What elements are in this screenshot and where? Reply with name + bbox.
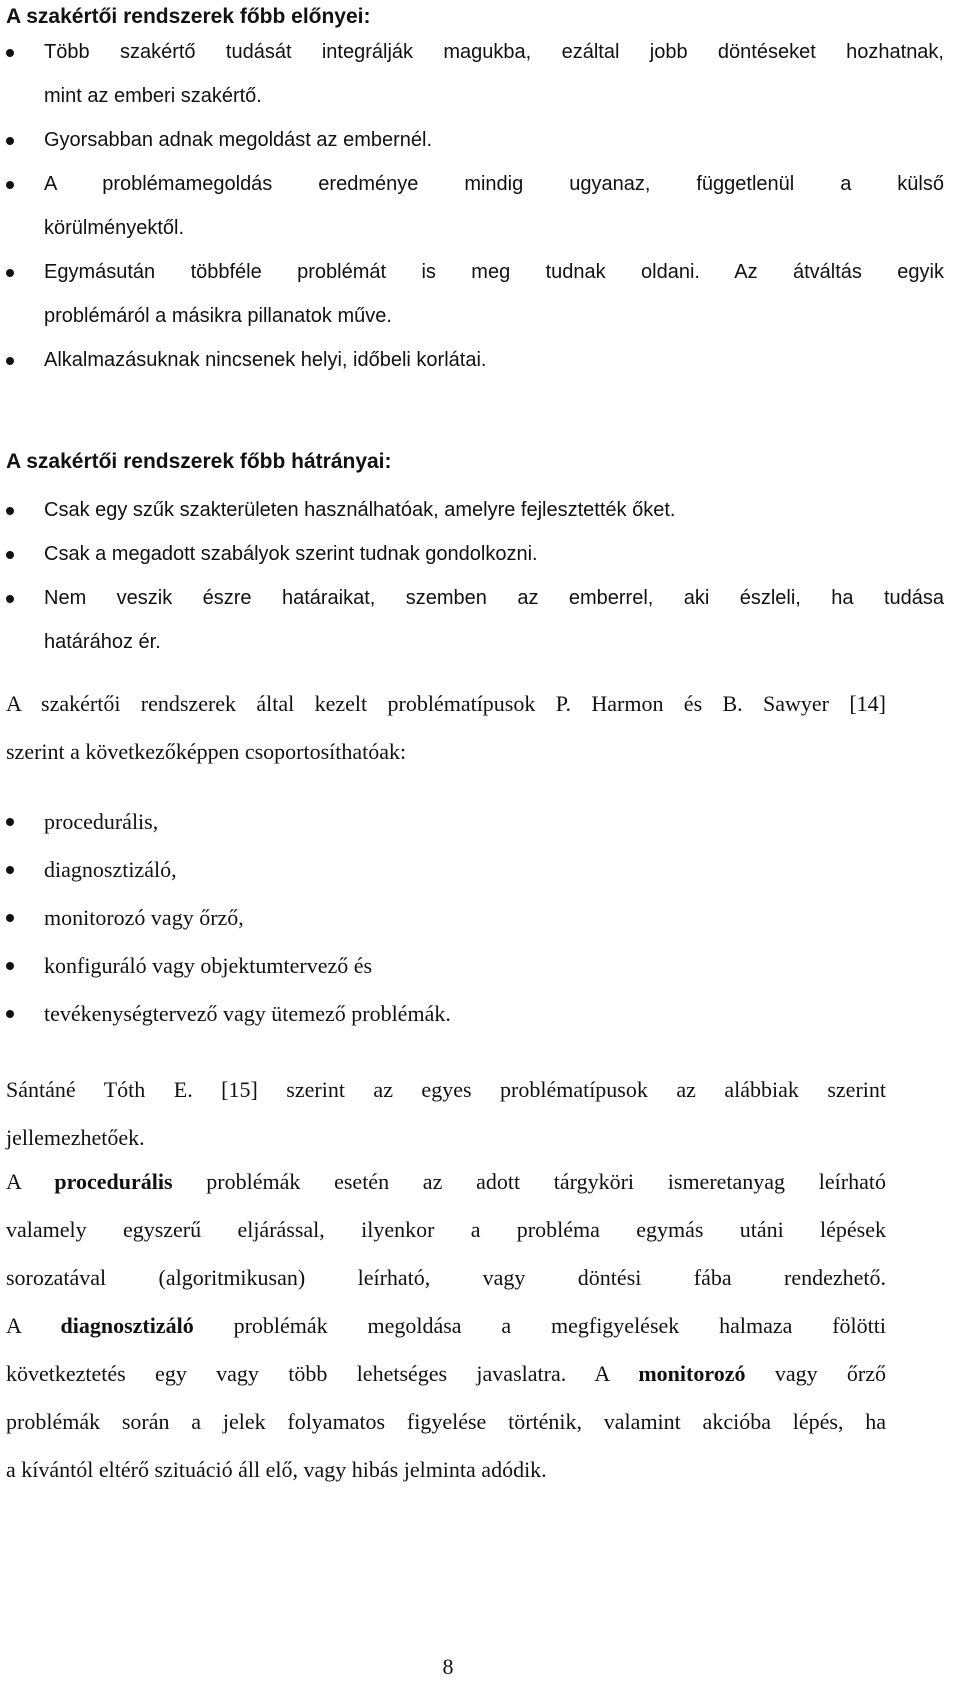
bullet-icon (6, 137, 14, 145)
disadvantages-heading: A szakértői rendszerek főbb hátrányai: (6, 450, 392, 473)
paragraph-line: Sántáné Tóth E. [15] szerint az egyes problématípusok az alábbiak szerint (6, 1077, 886, 1102)
list-item (0, 990, 960, 1038)
text-run: A (6, 1313, 61, 1338)
paragraph-line (6, 1350, 886, 1398)
bullet-icon (6, 866, 14, 874)
term-diagnostic: diagnosztizáló (60, 1313, 194, 1338)
paragraph-line: problémák során a jelek folyamatos figyelése történik, valamint akcióba lépés, ha (6, 1409, 886, 1434)
list-item-line: procedurális, (44, 809, 159, 834)
list-item-line: monitorozó vagy őrző, (44, 905, 244, 930)
list-item (0, 942, 960, 990)
list-item-line: Alkalmazásuknak nincsenek helyi, időbeli korlátai. (44, 349, 487, 371)
paragraph-line: sorozatával (algoritmikusan) leírható, vagy döntési fába rendezhető. (6, 1265, 886, 1290)
list-item-line: Gyorsabban adnak megoldást az embernél. (44, 129, 433, 151)
bullet-icon (6, 551, 14, 559)
bullet-icon (6, 1010, 14, 1018)
list-item (0, 30, 960, 118)
bullet-icon (6, 914, 14, 922)
page-number: 8 (442, 1654, 454, 1679)
list-item-line: diagnosztizáló, (44, 857, 177, 882)
list-item (0, 894, 960, 942)
list-item-line: problémáról a másikra pillanatok műve. (44, 305, 392, 327)
paragraph-line: a kívántól eltérő szituáció áll elő, vagy hibás jelminta adódik. (6, 1457, 547, 1482)
bullet-icon (6, 357, 14, 365)
body-paragraph (6, 1158, 886, 1494)
bullet-icon (6, 595, 14, 603)
paragraph-line: jellemezhetőek. (6, 1125, 145, 1150)
problem-types-intro (6, 680, 886, 776)
list-item-line: mint az emberi szakértő. (44, 85, 262, 107)
list-item-line: Nem veszik észre határaikat, szemben az emberrel, aki észleli, ha tudása (44, 587, 944, 609)
list-item (0, 118, 960, 162)
bullet-icon (6, 507, 14, 515)
text-run: következtetés egy vagy több lehetséges javaslatra. A (6, 1361, 639, 1386)
list-item-line: konfiguráló vagy objektumtervező és (44, 953, 373, 978)
text-run: problémák megoldása a megfigyelések halmaza fölötti (193, 1313, 886, 1338)
paragraph-line: valamely egyszerű eljárással, ilyenkor a probléma egymás utáni lépések (6, 1217, 886, 1242)
text-run: A (6, 1169, 55, 1194)
text-run: vagy őrző (745, 1361, 887, 1386)
list-item-line: körülményektől. (44, 217, 185, 239)
problem-types-list (0, 798, 960, 1038)
paragraph-line: szerint a következőképpen csoportosíthatóak: (6, 739, 407, 764)
bullet-icon (6, 49, 14, 57)
list-item-line: Több szakértő tudását integrálják magukba, ezáltal jobb döntéseket hozhatnak, (44, 41, 944, 63)
santane-paragraph (6, 1066, 886, 1162)
term-procedural: procedurális (54, 1169, 173, 1194)
list-item (0, 532, 960, 576)
paragraph-line: A szakértői rendszerek által kezelt problématípusok P. Harmon és B. Sawyer [14] (6, 691, 886, 716)
term-monitoring: monitorozó (638, 1361, 746, 1386)
text-run: problémák esetén az adott tárgyköri ismeretanyag leírható (172, 1169, 886, 1194)
list-item-line: tevékenységtervező vagy ütemező problémák. (44, 1001, 451, 1026)
disadvantages-list (0, 488, 960, 664)
advantages-heading: A szakértői rendszerek főbb előnyei: (6, 5, 371, 28)
bullet-icon (6, 269, 14, 277)
list-item (0, 338, 960, 382)
list-item (0, 798, 960, 846)
advantages-list (0, 30, 960, 382)
list-item-line: Csak egy szűk szakterületen használhatóak, amelyre fejlesztették őket. (44, 499, 676, 521)
bullet-icon (6, 181, 14, 189)
bullet-icon (6, 962, 14, 970)
list-item-line: Csak a megadott szabályok szerint tudnak gondolkozni. (44, 543, 538, 565)
paragraph-line (6, 1158, 886, 1206)
bullet-icon (6, 818, 14, 826)
paragraph-line (6, 1302, 886, 1350)
list-item (0, 846, 960, 894)
list-item (0, 162, 960, 250)
list-item (0, 250, 960, 338)
list-item-line: A problémamegoldás eredménye mindig ugyanaz, függetlenül a külső (44, 173, 944, 195)
list-item-line: határához ér. (44, 631, 161, 653)
list-item (0, 576, 960, 664)
list-item (0, 488, 960, 532)
list-item-line: Egymásután többféle problémát is meg tudnak oldani. Az átváltás egyik (44, 261, 944, 283)
